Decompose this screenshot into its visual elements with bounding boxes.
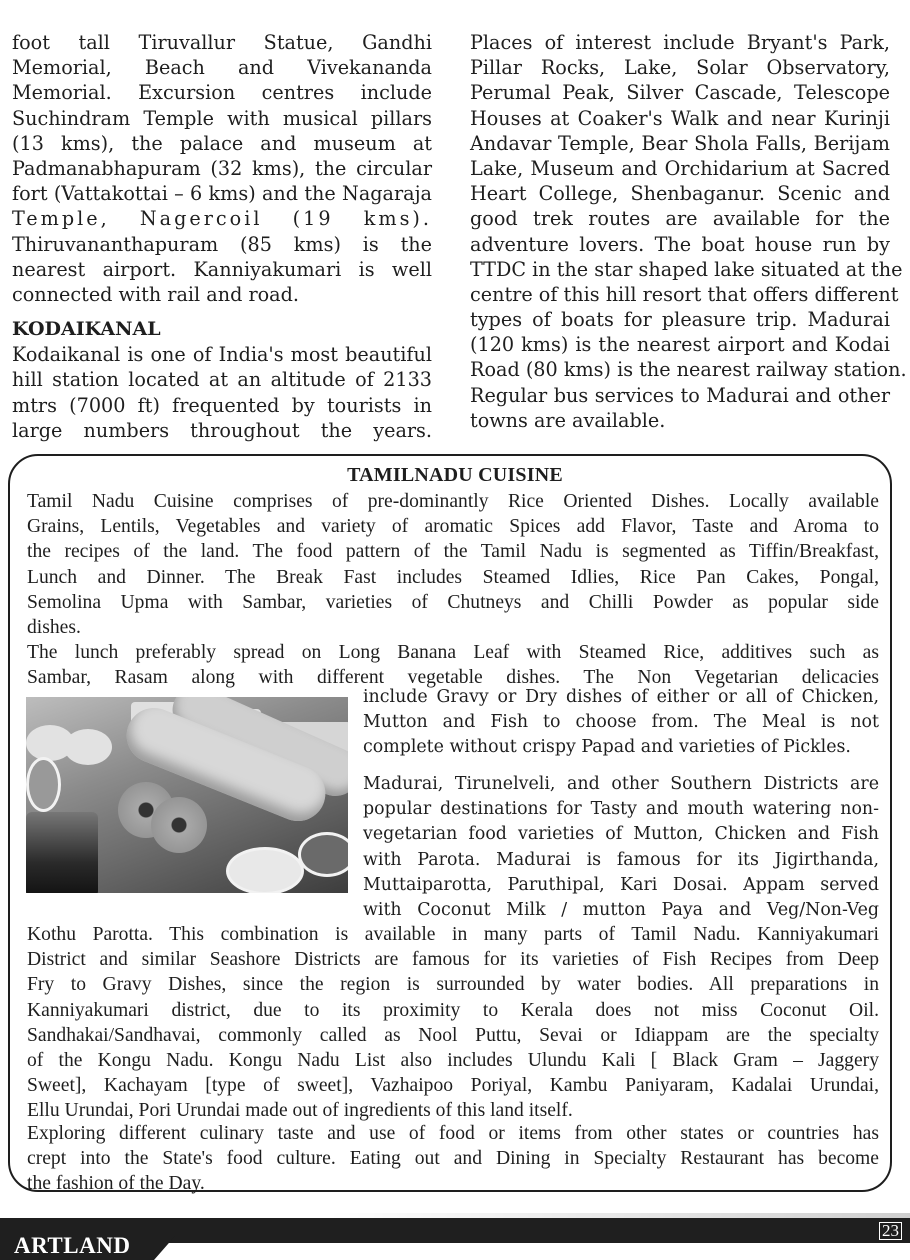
text-line: District and similar Seashore Districts are famous for its varieties of Fish Recipes from Deep [27, 949, 879, 971]
text-line: Sweet], Kachayam [type of sweet], Vazhaipoo Poriyal, Kambu Paniyaram, Kadalai Urundai, [27, 1075, 879, 1097]
text-line: Lake, Museum and Orchidarium at Sacred [470, 156, 890, 180]
text-line: dishes. [27, 616, 81, 638]
text-line: Semolina Upma with Sambar, varieties of Chutneys and Chilli Powder as popular side [27, 591, 879, 613]
text-line: foot tall Tiruvallur Statue, Gandhi [12, 31, 432, 54]
text-line: Memorial, Beach and Vivekananda [12, 56, 432, 80]
text-line: fort (Vattakottai – 6 kms) and the Nagaraja [12, 182, 432, 206]
text-line: Sandhakai/Sandhavai, commonly called as Nool Puttu, Sevai or Idiappam are the specialty [27, 1024, 879, 1046]
text-line: Sambar, Rasam along with different vegetable dishes. The Non Vegetarian delicacies [27, 667, 879, 689]
text-line: Grains, Lentils, Vegetables and variety of aromatic Spices add Flavor, Taste and Aroma to [27, 516, 879, 538]
text-line: Regular bus services to Madurai and other [470, 383, 890, 407]
text-line: Fry to Gravy Dishes, since the region is surrounded by water bodies. All preparations in [27, 974, 879, 996]
text-line: popular destinations for Tasty and mouth watering non- [363, 799, 879, 820]
text-line: Perumal Peak, Silver Cascade, Telescope [470, 81, 890, 105]
cuisine-paragraph-3-wrap [363, 772, 879, 923]
cuisine-title: TAMILNADU CUISINE [347, 464, 563, 486]
text-line: the fashion of the Day. [27, 1173, 205, 1195]
text-line: hill station located at an altitude of 2133 [12, 368, 432, 392]
text-line: Mutton and Fish to choose from. The Meal is not [363, 712, 879, 733]
text-line: adventure lovers. The boat house run by [470, 232, 890, 256]
kodaikanal-heading: KODAIKANAL [12, 318, 161, 341]
text-line: (13 kms), the palace and museum at [12, 131, 432, 155]
text-line: complete without crispy Papad and varieties of Pickles. [363, 737, 851, 758]
text-line: include Gravy or Dry dishes of either or all of Chicken, [363, 687, 879, 707]
brand-logo: ARTLAND [14, 1233, 131, 1258]
food-photo [26, 697, 348, 893]
text-line: Kanniyakumari district, due to its proximity to Kerala does not miss Coconut Oil. [27, 999, 879, 1021]
right-column [470, 30, 907, 433]
text-line: Houses at Coaker's Walk and near Kurinji [470, 106, 890, 130]
text-line: centre of this hill resort that offers different [470, 282, 899, 306]
text-line: Memorial. Excursion centres include [12, 81, 432, 105]
text-line: nearest airport. Kanniyakumari is well [12, 257, 432, 281]
text-line: TTDC in the star shaped lake situated at the [470, 257, 903, 281]
text-line: Thiruvananthapuram (85 kms) is the [12, 232, 432, 256]
text-line: Heart College, Shenbaganur. Scenic and [470, 182, 890, 206]
cuisine-paragraph-2-wrap [363, 685, 879, 761]
text-line: Places of interest include Bryant's Park, [470, 31, 890, 54]
text-line: large numbers throughout the years. [12, 418, 432, 442]
left-column [12, 30, 432, 443]
text-line: the recipes of the land. The food pattern of the Tamil Nadu is segmented as Tiffin/Breakfast, [27, 541, 879, 563]
text-line: Suchindram Temple with musical pillars [12, 106, 432, 130]
text-line: with Coconut Milk / mutton Paya and Veg/Non-Veg [363, 899, 879, 920]
text-line: Padmanabhapuram (32 kms), the circular [12, 156, 432, 180]
text-line: of the Kongu Nadu. Kongu Nadu List also includes Ulundu Kali [ Black Gram – Jaggery [27, 1049, 879, 1071]
text-line: towns are available. [470, 408, 666, 432]
page-number: 23 [879, 1222, 902, 1240]
text-line: Exploring different culinary taste and use of food or items from other states or countries has [27, 1123, 879, 1144]
text-line: connected with rail and road. [12, 282, 299, 306]
text-line: Muttaiparotta, Paruthipal, Kari Dosai. Appam served [363, 874, 879, 895]
text-line: Road (80 kms) is the nearest railway station. [470, 358, 907, 382]
text-line: Kodaikanal is one of India's most beautiful [12, 343, 432, 367]
cuisine-paragraph-1 [27, 489, 879, 640]
text-line: Tamil Nadu Cuisine comprises of pre-dominantly Rice Oriented Dishes. Locally available [27, 491, 879, 512]
text-line: mtrs (7000 ft) frequented by tourists in [12, 393, 432, 417]
text-line: Madurai, Tirunelveli, and other Southern Districts are [363, 774, 879, 794]
cuisine-paragraph-2 [27, 640, 879, 690]
text-line: vegetarian food varieties of Mutton, Chicken and Fish [363, 824, 879, 845]
text-line: good trek routes are available for the [470, 207, 890, 231]
text-line: types of boats for pleasure trip. Madurai [470, 308, 890, 332]
text-line: (120 kms) is the nearest airport and Kodai [470, 333, 890, 357]
text-line: with Parota. Madurai is famous for its Jigirthanda, [363, 849, 879, 870]
text-line: Andavar Temple, Bear Shola Falls, Berijam [470, 131, 890, 155]
cuisine-paragraph-3 [27, 922, 879, 1124]
cuisine-paragraph-4 [27, 1121, 879, 1197]
text-line: Kothu Parotta. This combination is available in many parts of Tamil Nadu. Kanniyakumari [27, 924, 879, 945]
text-line: Temple, Nagercoil (19 kms). [12, 207, 432, 231]
text-line: Ellu Urundai, Pori Urundai made out of ingredients of this land itself. [27, 1100, 573, 1122]
text-line: Pillar Rocks, Lake, Solar Observatory, [470, 56, 890, 80]
text-line: The lunch preferably spread on Long Banana Leaf with Steamed Rice, additives such as [27, 642, 879, 663]
text-line: crept into the State's food culture. Eating out and Dining in Specialty Restaurant has become [27, 1148, 879, 1170]
text-line: Lunch and Dinner. The Break Fast includes Steamed Idlies, Rice Pan Cakes, Pongal, [27, 566, 879, 588]
